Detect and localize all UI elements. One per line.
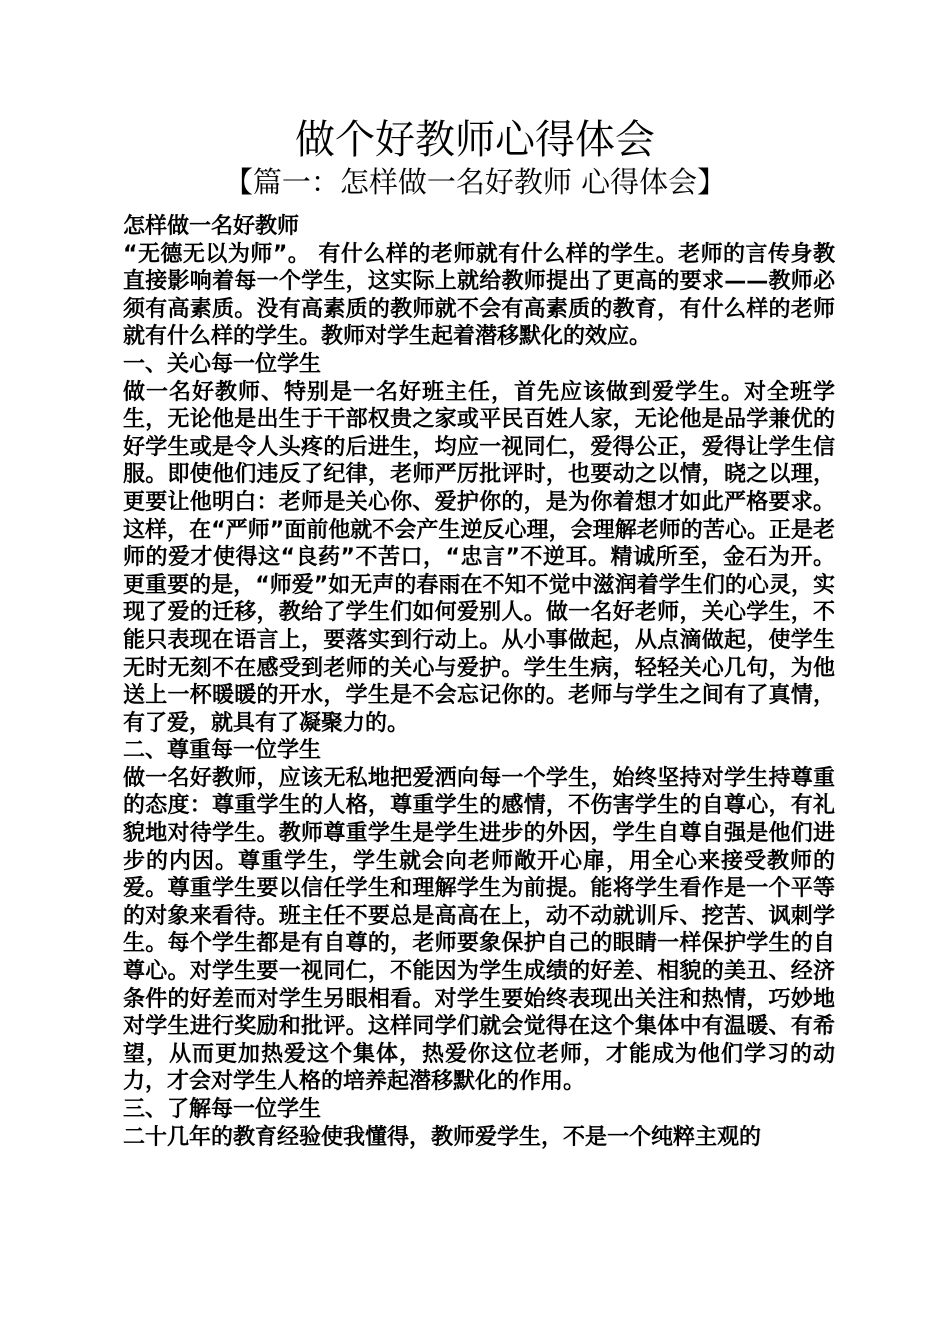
paragraph: 二十几年的教育经验使我懂得，教师爱学生，不是一个纯粹主观的 bbox=[123, 1124, 762, 1150]
document-subtitle: 【篇一：怎样做一名好教师 心得体会】 bbox=[223, 165, 727, 199]
document-title: 做个好教师心得体会 bbox=[295, 117, 655, 163]
paragraph: 做一名好教师，应该无私地把爱洒向每一个学生，始终坚持对学生持尊重的态度：尊重学生的人格，尊重学生的感情，不伤害学生的自尊心，有礼貌地对待学生。教师尊重学生是学生进步的外因，学生自尊自强是他们进步的内因。尊重学生，学生就会向老师敞开心扉，用全心来接受教师的爱。尊重学生要以信任学生和理解学生为前提。能将学生看作是一个平等的对象来看待。班主任不要总是高高在上，动不动就训斥、挖苦、讽刺学生。每个学生都是有自尊的，老师要象保护自己的眼睛一样保护学生的自尊心。对学生要一视同仁，不能因为学生成绩的好差、相貌的美丑、经济条件的好差而对学生另眼相看。对学生要始终表现出关注和热情，巧妙地对学生进行奖励和批评。这样同学们就会觉得在这个集体中有温暖、有希望，从而更加热爱这个集体，热爱你这位老师，才能成为他们学习的动力，才会对学生人格的培养起潜移默化的作用。 bbox=[123, 765, 835, 1095]
section-heading: 一、关心每一位学生 bbox=[123, 351, 322, 377]
paragraph: 做一名好教师、特别是一名好班主任，首先应该做到爱学生。对全班学生，无论他是出生于干部权贵之家或平民百姓人家，无论他是品学兼优的好学生或是令人头疼的后进生，均应一视同仁，爱得公正，爱得让学生信服。即使他们违反了纪律，老师严厉批评时，也要动之以情，晓之以理，更要让他明白：老师是关心你、爱护你的，是为你着想才如此严格要求。这样，在“严师”面前他就不会产生逆反心理，会理解老师的苦心。正是老师的爱才使得这“良药”不苦口，“忠言”不逆耳。精诚所至，金石为开。更重要的是，“师爱”如无声的春雨在不知不觉中滋润着学生们的心灵，实现了爱的迁移，教给了学生们如何爱别人。做一名好老师，关心学生，不能只表现在语言上，要落实到行动上。从小事做起，从点滴做起，使学生无时无刻不在感受到老师的关心与爱护。学生生病，轻轻关心几句，为他送上一杯暖暖的开水，学生是不会忘记你的。老师与学生之间有了真情，有了爱，就具有了凝聚力的。 bbox=[123, 379, 835, 736]
section-heading: 三、了解每一位学生 bbox=[123, 1097, 322, 1122]
document-body bbox=[115, 213, 835, 1151]
section-heading: 二、尊重每一位学生 bbox=[123, 738, 322, 764]
paragraph: “无德无以为师”。 有什么样的老师就有什么样的学生。老师的言传身教直接影响着每一个学生，这实际上就给教师提出了更高的要求——教师必须有高素质。没有高素质的教师就不会有高素质的教育，有什么样的老师就有什么样的学生。教师对学生起着潜移默化的效应。 bbox=[123, 241, 835, 350]
section-heading: 怎样做一名好教师 bbox=[123, 214, 300, 239]
